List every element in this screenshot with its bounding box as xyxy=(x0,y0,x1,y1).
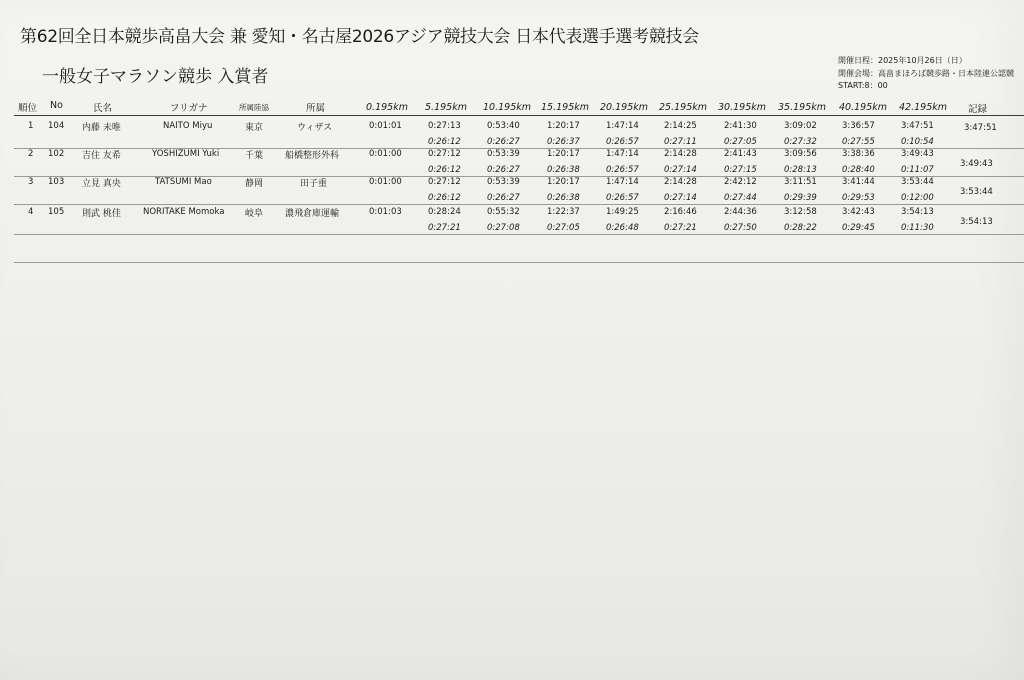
split-time: 0:28:40 xyxy=(842,165,875,175)
header-checkpoint: 35.195km xyxy=(778,102,826,113)
lap-time: 3:42:43 xyxy=(842,207,875,217)
split-time: 0:27:32 xyxy=(784,137,817,147)
final-record: 3:54:13 xyxy=(960,217,993,227)
lap-time: 0:53:39 xyxy=(487,149,520,159)
meeting-venue: 開催会場：高畠まほろば競歩路・日本陸連公認競 xyxy=(838,68,1014,78)
header-checkpoint: 10.195km xyxy=(483,102,531,113)
lap-time: 0:28:24 xyxy=(428,207,461,217)
header-rule xyxy=(14,115,1024,116)
table-bottom-rule xyxy=(14,262,1024,263)
lap-time: 3:09:56 xyxy=(784,149,817,159)
header-checkpoint: 30.195km xyxy=(718,102,766,113)
meeting-info xyxy=(838,55,1024,93)
athlete-name: 則武 桃佳 xyxy=(82,209,121,219)
lap-time: 2:14:25 xyxy=(664,121,697,131)
split-time: 0:26:48 xyxy=(606,223,639,233)
event-title: 一般女子マラソン競歩 入賞者 xyxy=(42,67,269,87)
split-time: 0:27:21 xyxy=(428,223,461,233)
split-time: 0:11:30 xyxy=(901,223,934,233)
header-team: 所属 xyxy=(306,103,326,114)
result-bib-number: 102 xyxy=(48,149,65,159)
lap-time: 2:44:36 xyxy=(724,207,757,217)
result-rank: 1 xyxy=(28,121,34,131)
lap-time: 0:27:12 xyxy=(428,177,461,187)
row-divider xyxy=(14,204,1024,205)
split-time: 0:27:05 xyxy=(724,137,757,147)
lap-time: 0:53:40 xyxy=(487,121,520,131)
final-record: 3:49:43 xyxy=(960,159,993,169)
lap-time: 3:41:44 xyxy=(842,177,875,187)
lap-time: 2:41:43 xyxy=(724,149,757,159)
header-kana: フリガナ xyxy=(170,103,208,114)
header-checkpoint: 25.195km xyxy=(659,102,707,113)
lap-time: 1:49:25 xyxy=(606,207,639,217)
split-time: 0:29:53 xyxy=(842,193,875,203)
split-time: 0:27:11 xyxy=(664,137,697,147)
lap-time: 3:47:51 xyxy=(901,121,934,131)
header-no: No xyxy=(50,100,63,111)
lap-time: 0:01:03 xyxy=(369,207,402,217)
lap-time: 2:42:12 xyxy=(724,177,757,187)
header-name: 氏名 xyxy=(93,103,113,114)
lap-time: 3:38:36 xyxy=(842,149,875,159)
split-time: 0:27:08 xyxy=(487,223,520,233)
header-record: 記録 xyxy=(968,104,988,115)
split-time: 0:26:12 xyxy=(428,193,461,203)
lap-time: 0:01:00 xyxy=(369,177,402,187)
header-checkpoint: 42.195km xyxy=(899,102,947,113)
split-time: 0:26:57 xyxy=(606,165,639,175)
lap-time: 0:01:01 xyxy=(369,121,402,131)
result-bib-number: 104 xyxy=(48,121,65,131)
athlete-association: 静岡 xyxy=(245,179,264,189)
row-divider xyxy=(14,234,1024,235)
split-time: 0:26:27 xyxy=(487,165,520,175)
split-time: 0:27:21 xyxy=(664,223,697,233)
split-time: 0:26:27 xyxy=(487,193,520,203)
document-title: 第62回全日本競歩高畠大会 兼 愛知・名古屋2026アジア競技大会 日本代表選手選考競技会 xyxy=(20,27,699,47)
split-time: 0:26:57 xyxy=(606,193,639,203)
result-rank: 4 xyxy=(28,207,34,217)
lap-time: 0:55:32 xyxy=(487,207,520,217)
lap-time: 1:20:17 xyxy=(547,149,580,159)
lap-time: 1:47:14 xyxy=(606,149,639,159)
result-rank: 3 xyxy=(28,177,34,187)
lap-time: 1:20:17 xyxy=(547,121,580,131)
split-time: 0:27:44 xyxy=(724,193,757,203)
final-record: 3:47:51 xyxy=(964,123,997,133)
lap-time: 1:20:17 xyxy=(547,177,580,187)
athlete-team: 田子重 xyxy=(300,179,328,189)
lap-time: 2:14:28 xyxy=(664,149,697,159)
split-time: 0:26:38 xyxy=(547,193,580,203)
lap-time: 3:12:58 xyxy=(784,207,817,217)
header-checkpoint: 0.195km xyxy=(366,102,408,113)
split-time: 0:26:27 xyxy=(487,137,520,147)
athlete-team: ウィザス xyxy=(297,123,333,133)
athlete-name: 立見 真央 xyxy=(82,179,121,189)
lap-time: 3:49:43 xyxy=(901,149,934,159)
lap-time: 2:14:28 xyxy=(664,177,697,187)
lap-time: 3:11:51 xyxy=(784,177,817,187)
athlete-association: 岐阜 xyxy=(245,209,264,219)
athlete-name: 吉住 友希 xyxy=(82,151,121,161)
split-time: 0:11:07 xyxy=(901,165,934,175)
split-time: 0:26:37 xyxy=(547,137,580,147)
final-record: 3:53:44 xyxy=(960,187,993,197)
split-time: 0:27:14 xyxy=(664,193,697,203)
header-checkpoint: 15.195km xyxy=(541,102,589,113)
result-rank: 2 xyxy=(28,149,34,159)
athlete-name: 内藤 未唯 xyxy=(82,123,121,133)
split-time: 0:26:38 xyxy=(547,165,580,175)
lap-time: 3:53:44 xyxy=(901,177,934,187)
lap-time: 3:54:13 xyxy=(901,207,934,217)
header-assoc: 所属陸協 xyxy=(239,103,269,112)
start-time: START:8：00 xyxy=(838,81,888,90)
split-time: 0:26:12 xyxy=(428,137,461,147)
split-time: 0:29:45 xyxy=(842,223,875,233)
split-time: 0:10:54 xyxy=(901,137,934,147)
lap-time: 2:41:30 xyxy=(724,121,757,131)
lap-time: 1:47:14 xyxy=(606,121,639,131)
split-time: 0:27:50 xyxy=(724,223,757,233)
result-bib-number: 103 xyxy=(48,177,65,187)
athlete-kana: YOSHIZUMI Yuki xyxy=(152,149,220,159)
athlete-kana: NAITO Miyu xyxy=(163,121,213,131)
split-time: 0:26:57 xyxy=(606,137,639,147)
split-time: 0:27:05 xyxy=(547,223,580,233)
header-checkpoint: 40.195km xyxy=(839,102,887,113)
lap-time: 0:27:12 xyxy=(428,149,461,159)
split-time: 0:27:15 xyxy=(724,165,757,175)
split-time: 0:27:14 xyxy=(664,165,697,175)
split-time: 0:27:55 xyxy=(842,137,875,147)
header-checkpoint: 5.195km xyxy=(425,102,467,113)
header-checkpoint: 20.195km xyxy=(600,102,648,113)
athlete-team: 船橋整形外科 xyxy=(285,151,340,161)
athlete-kana: TATSUMI Mao xyxy=(155,177,212,187)
athlete-team: 濃飛倉庫運輸 xyxy=(285,209,340,219)
lap-time: 0:27:13 xyxy=(428,121,461,131)
lap-time: 3:36:57 xyxy=(842,121,875,131)
split-time: 0:28:22 xyxy=(784,223,817,233)
lap-time: 1:22:37 xyxy=(547,207,580,217)
split-time: 0:26:12 xyxy=(428,165,461,175)
athlete-association: 千葉 xyxy=(245,151,264,161)
split-time: 0:12:00 xyxy=(901,193,934,203)
meeting-date: 開催日程：2025年10月26日（日） xyxy=(838,56,967,65)
athlete-association: 東京 xyxy=(245,123,264,133)
lap-time: 0:53:39 xyxy=(487,177,520,187)
athlete-kana: NORITAKE Momoka xyxy=(143,207,225,217)
header-rank: 順位 xyxy=(18,103,38,114)
lap-time: 0:01:00 xyxy=(369,149,402,159)
lap-time: 3:09:02 xyxy=(784,121,817,131)
lap-time: 1:47:14 xyxy=(606,177,639,187)
result-bib-number: 105 xyxy=(48,207,65,217)
split-time: 0:29:39 xyxy=(784,193,817,203)
split-time: 0:28:13 xyxy=(784,165,817,175)
lap-time: 2:16:46 xyxy=(664,207,697,217)
